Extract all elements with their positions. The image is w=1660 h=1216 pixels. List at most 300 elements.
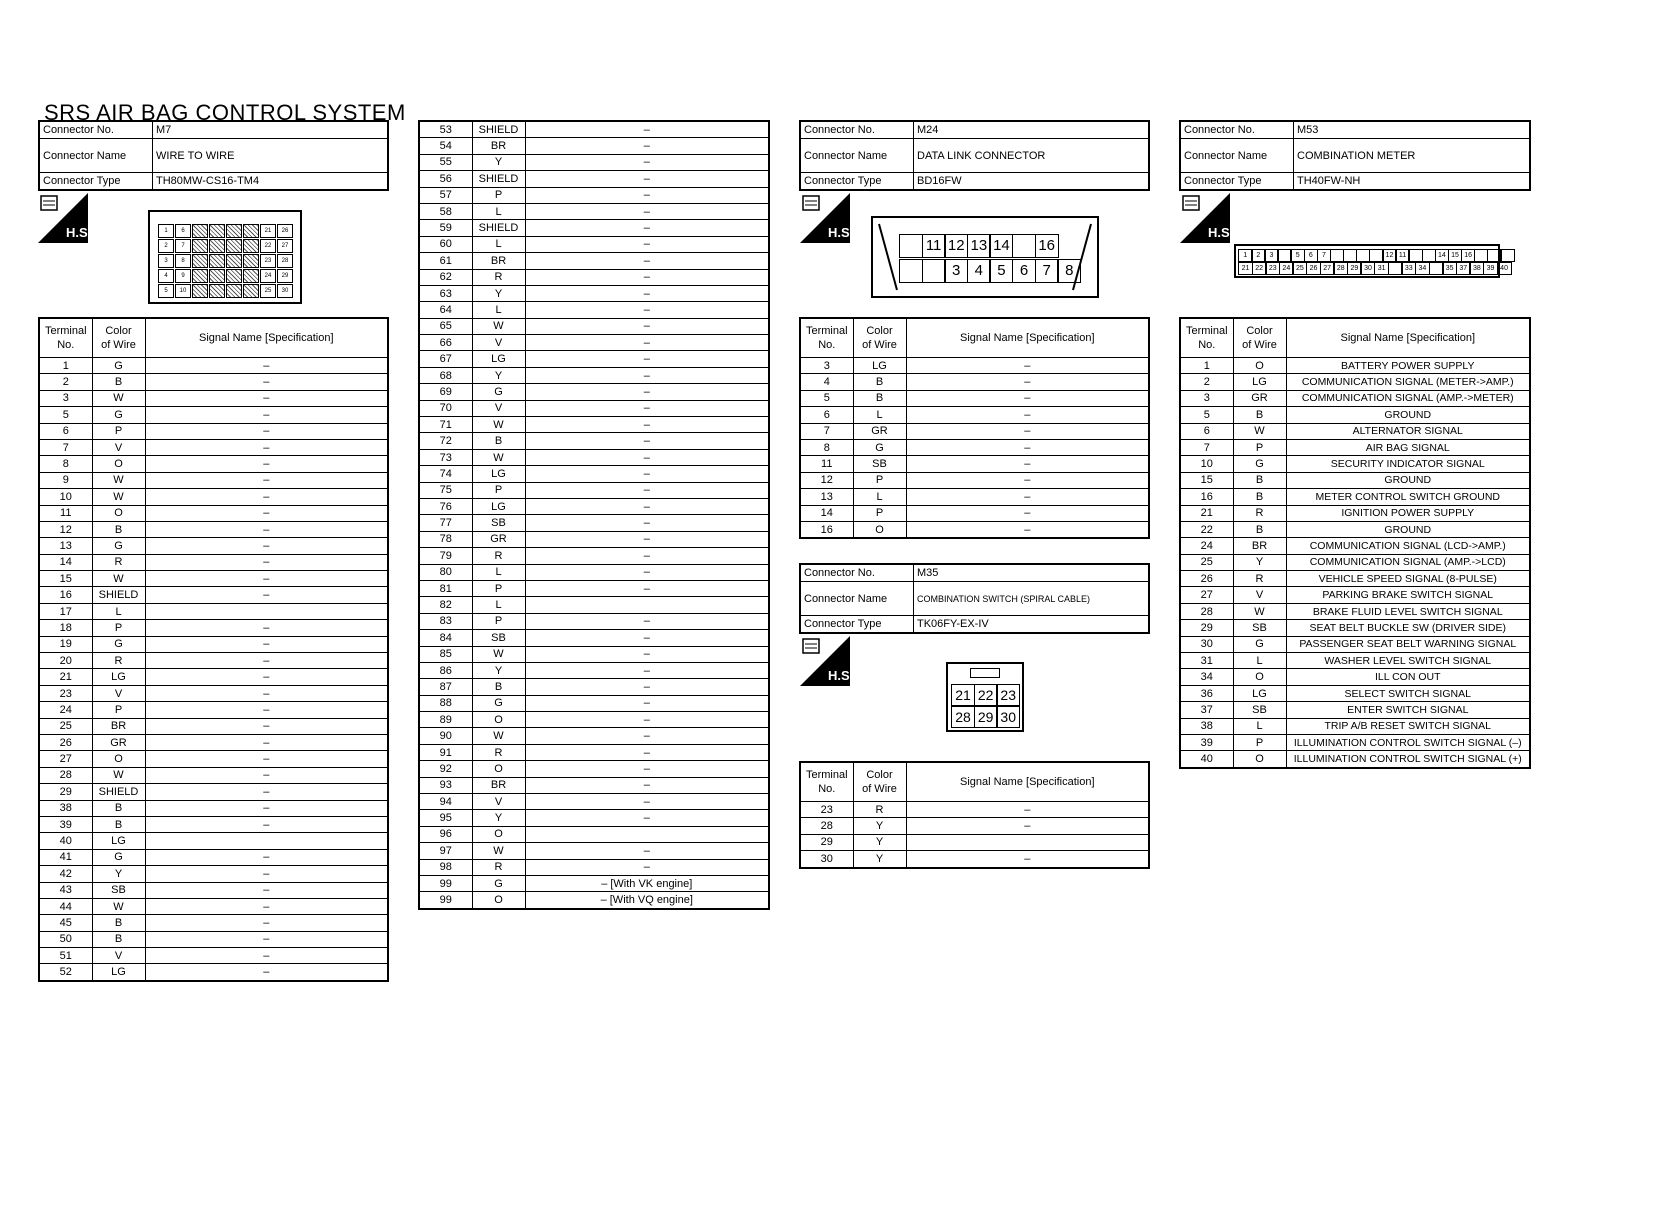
signal-name-header: Signal Name [Specification]: [145, 318, 388, 358]
connector-type-label: Connector Type: [39, 173, 153, 191]
table-row: [419, 498, 769, 514]
signal-name-cell: –: [525, 384, 769, 400]
terminal-no-cell: 23: [800, 802, 853, 818]
table-row: [39, 620, 388, 636]
table-row: [419, 875, 769, 891]
signal-name-cell: –: [525, 613, 769, 629]
table-row: [39, 554, 388, 570]
wire-color-cell: BR: [472, 777, 525, 793]
terminal-no-header: Terminal No.: [39, 318, 92, 358]
wire-color-cell: W: [92, 898, 145, 914]
table-row: [39, 390, 388, 406]
connector-pin: 23: [1265, 262, 1280, 275]
table-row: [419, 171, 769, 187]
wire-color-cell: Y: [472, 810, 525, 826]
wire-color-cell: G: [92, 538, 145, 554]
table-row: [39, 505, 388, 521]
connector-type-value: TH40FW-NH: [1294, 173, 1531, 191]
table-row: [39, 751, 388, 767]
terminal-no-cell: 3: [39, 390, 92, 406]
signal-name-cell: [906, 834, 1149, 850]
connector-pin: 11: [922, 234, 946, 258]
table-row: [800, 390, 1149, 406]
signal-name-cell: WASHER LEVEL SWITCH SIGNAL: [1286, 653, 1530, 669]
connector-no-value: M7: [153, 121, 389, 139]
connector-pin: [1012, 234, 1036, 258]
wire-color-cell: L: [472, 564, 525, 580]
signal-name-cell: –: [906, 439, 1149, 455]
terminal-no-cell: 82: [419, 597, 472, 613]
connector-pin: 22: [260, 239, 276, 253]
table-row: [419, 826, 769, 842]
signal-name-cell: –: [145, 636, 388, 652]
wire-color-cell: V: [92, 685, 145, 701]
wire-color-cell: L: [472, 203, 525, 219]
terminal-no-cell: 59: [419, 220, 472, 236]
table-row: [39, 587, 388, 603]
wire-color-cell: L: [1233, 653, 1286, 669]
hs-label: H.S.: [1208, 225, 1234, 240]
table-row: [800, 489, 1149, 505]
signal-name-cell: –: [525, 433, 769, 449]
terminal-no-cell: 14: [39, 554, 92, 570]
table-row: [419, 859, 769, 875]
signal-name-cell: –: [906, 390, 1149, 406]
connector-pin: 27: [277, 239, 293, 253]
connector-type-value: TH80MW-CS16-TM4: [153, 173, 389, 191]
table-row: [39, 964, 388, 981]
terminal-no-cell: 65: [419, 318, 472, 334]
table-row: [39, 915, 388, 931]
connector-pin: 9: [175, 269, 191, 283]
terminal-no-cell: 60: [419, 236, 472, 252]
terminal-no-cell: 84: [419, 630, 472, 646]
terminal-no-cell: 97: [419, 843, 472, 859]
wire-color-cell: O: [92, 505, 145, 521]
signal-name-cell: –: [145, 898, 388, 914]
table-row: [1180, 456, 1530, 472]
terminal-no-cell: 16: [1180, 489, 1233, 505]
hs-label: H.S.: [66, 225, 92, 240]
terminal-no-cell: 74: [419, 466, 472, 482]
terminal-no-cell: 93: [419, 777, 472, 793]
connector-pin: 27: [1320, 262, 1335, 275]
connector-pin: [192, 224, 208, 238]
wire-color-cell: O: [1233, 358, 1286, 374]
table-row: [800, 439, 1149, 455]
connector-pin: [243, 254, 259, 268]
wire-color-cell: L: [92, 603, 145, 619]
table-row: [419, 400, 769, 416]
table-row: [419, 482, 769, 498]
signal-name-cell: –: [525, 253, 769, 269]
table-row: [39, 718, 388, 734]
connector-pin: [209, 239, 225, 253]
table-row: [39, 653, 388, 669]
wire-color-cell: G: [92, 358, 145, 374]
connector-pin: 25: [1292, 262, 1307, 275]
connector-pin: [192, 239, 208, 253]
wire-color-cell: B: [92, 915, 145, 931]
table-row: [419, 449, 769, 465]
wire-color-cell: GR: [472, 531, 525, 547]
signal-name-cell: –: [145, 571, 388, 587]
terminal-no-cell: 7: [39, 439, 92, 455]
signal-name-cell: –: [525, 761, 769, 777]
connector-pin: 8: [1057, 259, 1081, 283]
connector-diagram-m24: [871, 216, 1099, 298]
table-row: [39, 734, 388, 750]
signal-name-cell: –: [145, 423, 388, 439]
table-row: [419, 728, 769, 744]
signal-name-cell: –: [906, 489, 1149, 505]
wire-color-cell: B: [92, 521, 145, 537]
signal-name-cell: –: [525, 630, 769, 646]
wire-color-cell: R: [472, 859, 525, 875]
table-row: [419, 384, 769, 400]
terminal-no-cell: 34: [1180, 669, 1233, 685]
wire-color-cell: B: [92, 374, 145, 390]
connector-pin: 15: [1448, 249, 1463, 262]
terminal-no-cell: 16: [800, 521, 853, 538]
wire-color-cell: SHIELD: [472, 121, 525, 138]
signal-name-cell: –: [525, 367, 769, 383]
wire-color-cell: R: [92, 554, 145, 570]
terminal-no-cell: 68: [419, 367, 472, 383]
table-row: [1180, 620, 1530, 636]
wire-color-cell: G: [472, 384, 525, 400]
connector-pin: 22: [974, 684, 998, 706]
terminal-no-header: Terminal No.: [800, 762, 853, 802]
connector-name-value: DATA LINK CONNECTOR: [914, 139, 1150, 173]
connector-pin: [899, 259, 923, 283]
terminal-no-cell: 6: [1180, 423, 1233, 439]
wire-color-cell: V: [472, 794, 525, 810]
terminal-no-cell: 55: [419, 154, 472, 170]
terminal-no-cell: 8: [39, 456, 92, 472]
table-row: [39, 407, 388, 423]
terminal-no-cell: 88: [419, 695, 472, 711]
wire-color-cell: G: [472, 695, 525, 711]
connector-pin: [226, 284, 242, 298]
signal-name-cell: –: [906, 472, 1149, 488]
connector-pin: [243, 269, 259, 283]
wire-color-cell: B: [92, 931, 145, 947]
connector-pin: 23: [996, 684, 1020, 706]
color-of-wire-header: Color of Wire: [1233, 318, 1286, 358]
terminal-no-cell: 25: [39, 718, 92, 734]
terminal-no-cell: 22: [1180, 521, 1233, 537]
connector-pin: 21: [1238, 262, 1253, 275]
table-row: [1180, 734, 1530, 750]
signal-name-cell: –: [906, 802, 1149, 818]
table-row: [419, 466, 769, 482]
terminal-no-cell: 29: [1180, 620, 1233, 636]
wire-color-cell: W: [92, 571, 145, 587]
table-row: [419, 220, 769, 236]
connector-pin: 35: [1442, 262, 1457, 275]
connector-pin: 6: [175, 224, 191, 238]
signal-name-cell: –: [525, 515, 769, 531]
wire-color-cell: V: [92, 439, 145, 455]
signal-name-cell: –: [906, 374, 1149, 390]
connector-pin: 12: [944, 234, 968, 258]
wire-color-cell: P: [1233, 734, 1286, 750]
terminal-table-m7-a: [38, 317, 389, 982]
wire-color-cell: Y: [92, 866, 145, 882]
signal-name-cell: –: [525, 794, 769, 810]
connector-pin: 21: [260, 224, 276, 238]
table-row: [419, 679, 769, 695]
terminal-no-cell: 90: [419, 728, 472, 744]
terminal-no-cell: 98: [419, 859, 472, 875]
terminal-table-m53: [1179, 317, 1531, 769]
wire-color-cell: P: [472, 580, 525, 596]
wire-color-cell: SHIELD: [472, 220, 525, 236]
terminal-no-cell: 44: [39, 898, 92, 914]
connector-name-value: WIRE TO WIRE: [153, 139, 389, 173]
signal-name-cell: –: [525, 843, 769, 859]
wire-color-cell: G: [1233, 636, 1286, 652]
signal-name-cell: –: [145, 964, 388, 981]
signal-name-cell: METER CONTROL SWITCH GROUND: [1286, 489, 1530, 505]
terminal-no-cell: 42: [39, 866, 92, 882]
table-row: [39, 489, 388, 505]
terminal-no-cell: 30: [800, 851, 853, 868]
signal-name-cell: –: [145, 390, 388, 406]
wire-color-cell: P: [853, 472, 906, 488]
signal-name-cell: –: [525, 203, 769, 219]
table-row: [1180, 374, 1530, 390]
connector-type-value: TK06FY-EX-IV: [914, 616, 1150, 634]
wire-color-cell: O: [1233, 669, 1286, 685]
terminal-no-cell: 19: [39, 636, 92, 652]
wire-color-cell: W: [472, 728, 525, 744]
terminal-no-cell: 57: [419, 187, 472, 203]
connector-info-m7: [38, 120, 389, 191]
wire-color-cell: BR: [92, 718, 145, 734]
terminal-no-cell: 63: [419, 285, 472, 301]
connector-pin: 5: [1290, 249, 1305, 262]
wire-color-cell: SB: [1233, 702, 1286, 718]
table-row: [39, 603, 388, 619]
table-row: [39, 472, 388, 488]
wire-color-cell: Y: [472, 662, 525, 678]
terminal-no-cell: 51: [39, 948, 92, 964]
table-row: [1180, 653, 1530, 669]
connector-type-value: BD16FW: [914, 173, 1150, 191]
table-row: [39, 358, 388, 374]
connector-pin: 40: [1497, 262, 1512, 275]
terminal-no-cell: 23: [39, 685, 92, 701]
connector-pin: 2: [1251, 249, 1266, 262]
connector-pin: 16: [1035, 234, 1059, 258]
wire-color-cell: L: [853, 407, 906, 423]
connector-name-value: COMBINATION METER: [1294, 139, 1531, 173]
connector-pin: [226, 224, 242, 238]
signal-name-cell: –: [906, 456, 1149, 472]
wire-color-cell: GR: [853, 423, 906, 439]
connector-type-label: Connector Type: [800, 616, 914, 634]
signal-name-cell: –: [525, 285, 769, 301]
signal-name-cell: –: [525, 187, 769, 203]
wire-color-cell: P: [92, 702, 145, 718]
connector-pin: [243, 239, 259, 253]
terminal-no-cell: 96: [419, 826, 472, 842]
signal-name-cell: –: [525, 220, 769, 236]
signal-name-cell: –: [145, 734, 388, 750]
terminal-no-cell: 20: [39, 653, 92, 669]
table-row: [1180, 603, 1530, 619]
terminal-no-cell: 5: [800, 390, 853, 406]
signal-name-cell: – [With VK engine]: [525, 875, 769, 891]
table-row: [419, 662, 769, 678]
wire-color-cell: W: [92, 489, 145, 505]
wire-color-cell: SB: [1233, 620, 1286, 636]
terminal-table-m7-b: [418, 120, 770, 910]
signal-name-cell: –: [525, 335, 769, 351]
signal-name-cell: –: [145, 489, 388, 505]
table-row: [419, 351, 769, 367]
wire-color-cell: B: [472, 433, 525, 449]
signal-name-cell: –: [906, 521, 1149, 538]
signal-name-cell: COMMUNICATION SIGNAL (AMP.->METER): [1286, 390, 1530, 406]
terminal-no-cell: 61: [419, 253, 472, 269]
signal-name-cell: –: [145, 784, 388, 800]
signal-name-cell: –: [906, 851, 1149, 868]
wire-color-cell: LG: [472, 466, 525, 482]
terminal-no-cell: 56: [419, 171, 472, 187]
terminal-no-cell: 79: [419, 548, 472, 564]
terminal-table-m35: [799, 761, 1150, 869]
wire-color-cell: G: [472, 875, 525, 891]
signal-name-cell: –: [525, 498, 769, 514]
table-row: [419, 187, 769, 203]
wire-color-cell: W: [472, 449, 525, 465]
table-row: [39, 538, 388, 554]
terminal-no-cell: 91: [419, 744, 472, 760]
terminal-no-cell: 77: [419, 515, 472, 531]
terminal-no-cell: 26: [39, 734, 92, 750]
connector-pin: [226, 254, 242, 268]
terminal-no-cell: 69: [419, 384, 472, 400]
connector-pin: 29: [974, 706, 998, 728]
table-row: [419, 253, 769, 269]
wire-color-cell: W: [92, 390, 145, 406]
table-row: [1180, 439, 1530, 455]
connector-pin: 6: [1304, 249, 1319, 262]
connector-name-label: Connector Name: [1180, 139, 1294, 173]
wire-color-cell: SB: [853, 456, 906, 472]
signal-name-cell: ILLUMINATION CONTROL SWITCH SIGNAL (+): [1286, 751, 1530, 768]
signal-name-cell: –: [145, 521, 388, 537]
signal-name-cell: –: [525, 548, 769, 564]
connector-type-label: Connector Type: [1180, 173, 1294, 191]
table-row: [419, 646, 769, 662]
signal-name-cell: ILL CON OUT: [1286, 669, 1530, 685]
signal-name-cell: –: [145, 587, 388, 603]
connector-pin: 16: [1461, 249, 1476, 262]
connector-pin: 7: [1035, 259, 1059, 283]
harness-side-icon: [800, 636, 854, 686]
terminal-no-cell: 25: [1180, 554, 1233, 570]
signal-name-cell: BRAKE FLUID LEVEL SWITCH SIGNAL: [1286, 603, 1530, 619]
connector-pin: 29: [277, 269, 293, 283]
table-row: [419, 892, 769, 909]
connector-pin: 33: [1401, 262, 1416, 275]
signal-name-cell: –: [525, 662, 769, 678]
terminal-no-cell: 58: [419, 203, 472, 219]
wire-color-cell: P: [92, 620, 145, 636]
signal-name-cell: –: [525, 171, 769, 187]
terminal-no-cell: 2: [39, 374, 92, 390]
connector-pin: 14: [1435, 249, 1450, 262]
signal-name-cell: COMMUNICATION SIGNAL (LCD->AMP.): [1286, 538, 1530, 554]
signal-name-cell: GROUND: [1286, 407, 1530, 423]
signal-name-cell: –: [525, 121, 769, 138]
signal-name-cell: [525, 826, 769, 842]
signal-name-cell: –: [525, 744, 769, 760]
wire-color-cell: Y: [472, 154, 525, 170]
hs-label: H.S.: [828, 225, 854, 240]
wire-color-cell: O: [92, 751, 145, 767]
signal-name-cell: –: [145, 554, 388, 570]
harness-side-icon: [1180, 193, 1234, 243]
connector-pin: [209, 269, 225, 283]
table-row: [419, 613, 769, 629]
connector-pin: 37: [1456, 262, 1471, 275]
wire-color-cell: G: [92, 636, 145, 652]
wire-color-cell: GR: [1233, 390, 1286, 406]
connector-pin: [209, 254, 225, 268]
table-row: [1180, 718, 1530, 734]
wire-color-cell: R: [1233, 571, 1286, 587]
connector-pin: 28: [951, 706, 975, 728]
wire-color-cell: W: [472, 843, 525, 859]
terminal-no-cell: 39: [1180, 734, 1233, 750]
wire-color-cell: O: [1233, 751, 1286, 768]
connector-pin: 38: [1469, 262, 1484, 275]
terminal-no-cell: 9: [39, 472, 92, 488]
terminal-no-cell: 39: [39, 816, 92, 832]
connector-pin: [192, 284, 208, 298]
connector-no-label: Connector No.: [1180, 121, 1294, 139]
terminal-no-cell: 1: [39, 358, 92, 374]
signal-name-cell: [525, 597, 769, 613]
signal-name-cell: –: [145, 472, 388, 488]
signal-name-cell: SEAT BELT BUCKLE SW (DRIVER SIDE): [1286, 620, 1530, 636]
connector-pin: 39: [1483, 262, 1498, 275]
wire-color-cell: O: [853, 521, 906, 538]
table-row: [800, 521, 1149, 538]
wire-color-cell: G: [92, 407, 145, 423]
signal-name-cell: –: [525, 646, 769, 662]
signal-name-cell: –: [525, 695, 769, 711]
table-row: [1180, 751, 1530, 768]
terminal-no-cell: 5: [39, 407, 92, 423]
terminal-no-cell: 28: [1180, 603, 1233, 619]
connector-pin: 7: [1317, 249, 1332, 262]
connector-pin: 7: [175, 239, 191, 253]
signal-name-cell: –: [525, 531, 769, 547]
wire-color-cell: B: [92, 816, 145, 832]
connector-name-label: Connector Name: [800, 139, 914, 173]
wire-color-cell: P: [853, 505, 906, 521]
terminal-no-cell: 4: [800, 374, 853, 390]
connector-pin: 24: [260, 269, 276, 283]
terminal-no-cell: 53: [419, 121, 472, 138]
signal-name-cell: –: [906, 358, 1149, 374]
